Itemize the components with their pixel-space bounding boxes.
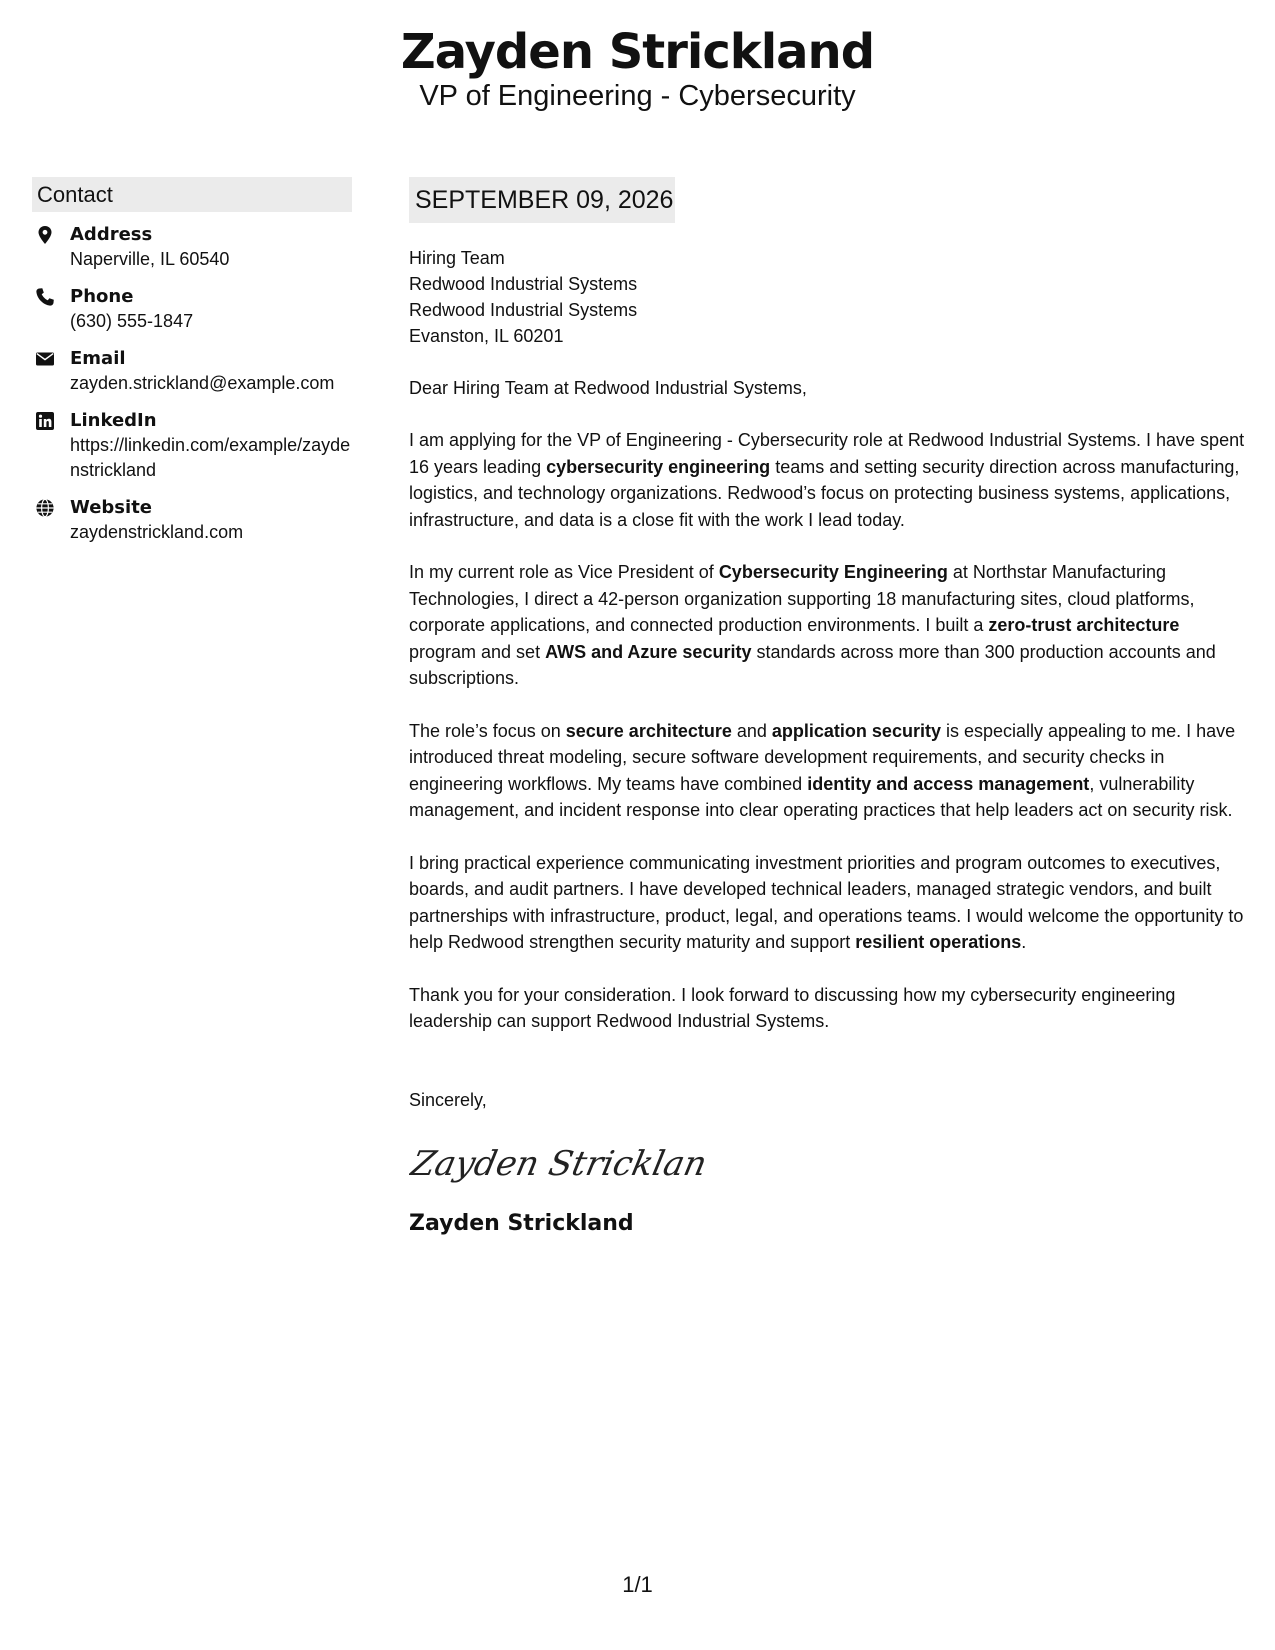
paragraph-text: program and set [409, 641, 546, 662]
recipient-line: Hiring Team [409, 248, 505, 268]
emphasis-text: Cybersecurity Engineering [718, 562, 948, 582]
paragraph [409, 850, 1249, 956]
globe-icon [35, 498, 55, 518]
emphasis-text: resilient operations [855, 932, 1022, 952]
letter-body [409, 177, 1249, 1239]
contact-value: zaydenstrickland.com [70, 522, 244, 542]
contact-item-website [32, 495, 352, 545]
envelope-icon [35, 349, 55, 369]
paragraph [409, 982, 1249, 1035]
phone-icon [35, 287, 55, 307]
recipient-line: Evanston, IL 60201 [409, 326, 564, 346]
signature-text: Zayden Stricklan [409, 1143, 711, 1184]
paragraph [409, 718, 1249, 824]
paragraph-text: I bring practical experience communicating investment priorities and program outcomes to executives, boards, and audit partners. I have developed technical leaders, managed strategic vendors, and built partnerships with infrastructure, product, legal, and operations teams. I would welcome the opportunity to help Redwood strengthen security maturity and support [409, 852, 1244, 952]
emphasis-text: secure architecture [565, 720, 732, 741]
signature-image [409, 1139, 729, 1187]
emphasis-text: zero-trust architecture [988, 615, 1180, 635]
page-number: 1/1 [622, 1572, 653, 1597]
linkedin-icon [35, 411, 55, 431]
contact-sidebar [32, 177, 352, 557]
contact-label: Phone [70, 286, 134, 307]
recipient-line: Redwood Industrial Systems [409, 300, 638, 320]
paragraph-text: , vulnerability management, and incident response into clear operating practices that help leaders act on security risk. [409, 773, 1233, 820]
contact-label: LinkedIn [70, 410, 157, 431]
applicant-title: VP of Engineering - Cybersecurity [419, 80, 856, 112]
signer-name: Zayden Strickland [409, 1210, 634, 1236]
paragraph-text: . [1021, 932, 1027, 952]
paragraph-text: I am applying for the VP of Engineering - Cybersecurity role at Redwood Industrial Systems. I have spent 16 years leading [409, 430, 1245, 477]
contact-heading: Contact [32, 177, 352, 212]
contact-label: Website [70, 497, 153, 518]
paragraph-text: In my current role as Vice President of [409, 562, 719, 582]
contact-value: (630) 555-1847 [70, 311, 194, 331]
paragraph [409, 427, 1249, 533]
paragraph-text: Thank you for your consideration. I look forward to discussing how my cybersecurity engineering leadership can support Redwood Industrial Systems. [409, 984, 1176, 1031]
paragraph-text: at Northstar Manufacturing Technologies, I direct a 42-person organization supporting 18 manufacturing sites, cloud platforms, corporate applications, and connected production environments. I built a [409, 562, 1195, 635]
contact-label: Address [70, 224, 153, 245]
recipient-line: Redwood Industrial Systems [409, 274, 638, 294]
salutation: Dear Hiring Team at Redwood Industrial Systems, [409, 378, 807, 398]
contact-value: Naperville, IL 60540 [70, 249, 230, 269]
recipient-block [409, 245, 1249, 349]
contact-item-linkedin [32, 408, 352, 483]
paragraph-text: standards across more than 300 production accounts and subscriptions. [409, 641, 1216, 688]
paragraph [409, 559, 1249, 692]
closing: Sincerely, [409, 1089, 487, 1110]
contact-label: Email [70, 348, 126, 369]
paragraph-text: The role’s focus on [409, 720, 566, 741]
letter-date: SEPTEMBER 09, 2026 [409, 177, 675, 223]
map-pin-icon [35, 225, 55, 245]
emphasis-text: application security [771, 720, 941, 741]
paragraph-text: is especially appealing to me. I have introduced threat modeling, secure software development requirements, and security checks in engineering workflows. My teams have combined [409, 720, 1236, 794]
letter-header [0, 24, 1275, 114]
signature [409, 1139, 1249, 1187]
contact-item-phone [32, 284, 352, 334]
emphasis-text: cybersecurity engineering [546, 456, 771, 477]
contact-item-email [32, 346, 352, 396]
contact-list [32, 222, 352, 545]
paragraph-text: teams and setting security direction across manufacturing, logistics, and technology organizations. Redwood’s focus on protecting business systems, applications, infrastructure, and data is a close fit with the work I lead today. [409, 456, 1240, 530]
paragraph-text: and [731, 720, 772, 741]
emphasis-text: identity and access management [807, 773, 1090, 794]
contact-value: https://linkedin.com/example/zaydenstrickland [70, 435, 351, 480]
applicant-name: Zayden Strickland [400, 24, 875, 80]
contact-value: zayden.strickland@example.com [70, 373, 335, 393]
contact-item-address [32, 222, 352, 272]
emphasis-text: AWS and Azure security [545, 641, 752, 662]
